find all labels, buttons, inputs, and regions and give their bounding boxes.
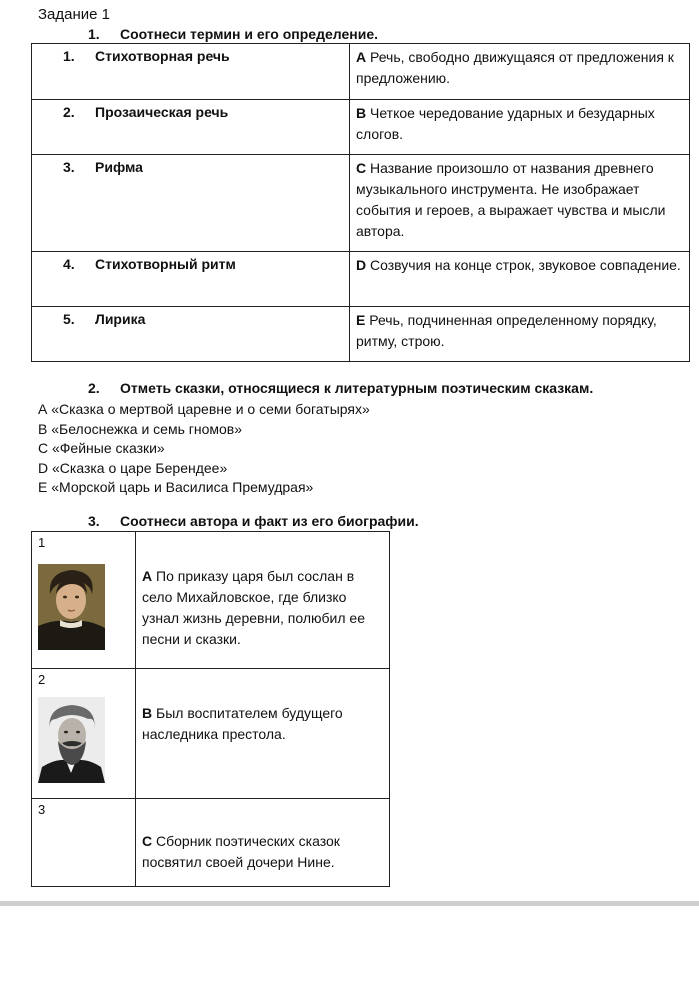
definition-letter: D (356, 257, 367, 273)
terms-table (31, 43, 690, 362)
term-text: Стихотворный ритм (95, 256, 236, 272)
fact-letter: В (142, 705, 153, 721)
definition-text: Название произошло от названия древнего музыкального инструмента. Не изображает события и героев, а выражает чувства и мысли автора. (356, 160, 666, 239)
definition-letter: В (356, 105, 367, 121)
list-item: D «Сказка о царе Берендее» (38, 459, 228, 476)
row-number: 1. (63, 48, 75, 64)
table-row (32, 669, 390, 799)
table-row (32, 799, 390, 887)
definition-text: Созвучия на конце строк, звуковое совпадение. (370, 257, 681, 273)
task2-heading (88, 380, 593, 396)
authors-table (31, 531, 390, 887)
table-row (32, 532, 390, 669)
fact-text: Сборник поэтических сказок посвятил своей дочери Нине. (142, 833, 340, 870)
term-text: Стихотворная речь (95, 48, 230, 64)
row-number: 2 (38, 672, 46, 687)
task3-heading (88, 513, 419, 529)
task2-heading-text: Отметь сказки, относящиеся к литературным поэтическим сказкам. (120, 380, 594, 396)
page-divider (0, 901, 699, 906)
definition-letter: Е (356, 312, 366, 328)
fact-letter: С (142, 833, 153, 849)
author-portrait-2 (38, 697, 105, 783)
fairy-tale-list (38, 400, 370, 498)
table-row (32, 155, 690, 252)
author-portrait-1 (38, 564, 105, 650)
row-number: 4. (63, 256, 75, 272)
definition-letter: С (356, 160, 367, 176)
list-item: В «Белоснежка и семь гномов» (38, 420, 243, 437)
task1-number: 1. (88, 26, 100, 42)
table-row (32, 100, 690, 155)
term-text: Прозаическая речь (95, 104, 229, 120)
fact-text: По приказу царя был сослан в село Михайловское, где близко узнал жизнь деревни, полюбил ее песни и сказки. (142, 568, 366, 647)
fact-letter: А (142, 568, 153, 584)
task2-number: 2. (88, 380, 100, 396)
definition-text: Четкое чередование ударных и безударных слогов. (356, 105, 655, 142)
row-number: 1 (38, 535, 46, 550)
list-item: С «Фейные сказки» (38, 440, 165, 456)
row-number: 3 (38, 802, 46, 817)
table-row (32, 252, 690, 307)
row-number: 5. (63, 311, 75, 327)
task1-heading-text: Соотнеси термин и его определение. (120, 26, 379, 42)
list-item: А «Сказка о мертвой царевне и о семи богатырях» (38, 401, 370, 417)
row-number: 3. (63, 159, 75, 175)
definition-letter: А (356, 49, 367, 65)
table-row (32, 307, 690, 362)
task1-heading (88, 26, 378, 42)
table-row (32, 44, 690, 100)
definition-text: Речь, подчиненная определенному порядку, ритму, строю. (356, 312, 657, 349)
list-item: Е «Морской царь и Василиса Премудрая» (38, 479, 314, 495)
term-text: Рифма (95, 159, 143, 175)
task3-number: 3. (88, 513, 100, 529)
row-number: 2. (63, 104, 75, 120)
term-text: Лирика (95, 311, 146, 327)
task3-heading-text: Соотнеси автора и факт из его биографии. (120, 513, 419, 529)
fact-text: Был воспитателем будущего наследника престола. (142, 705, 343, 742)
definition-text: Речь, свободно движущаяся от предложения к предложению. (356, 49, 674, 86)
assignment-title: Задание 1 (38, 6, 111, 23)
